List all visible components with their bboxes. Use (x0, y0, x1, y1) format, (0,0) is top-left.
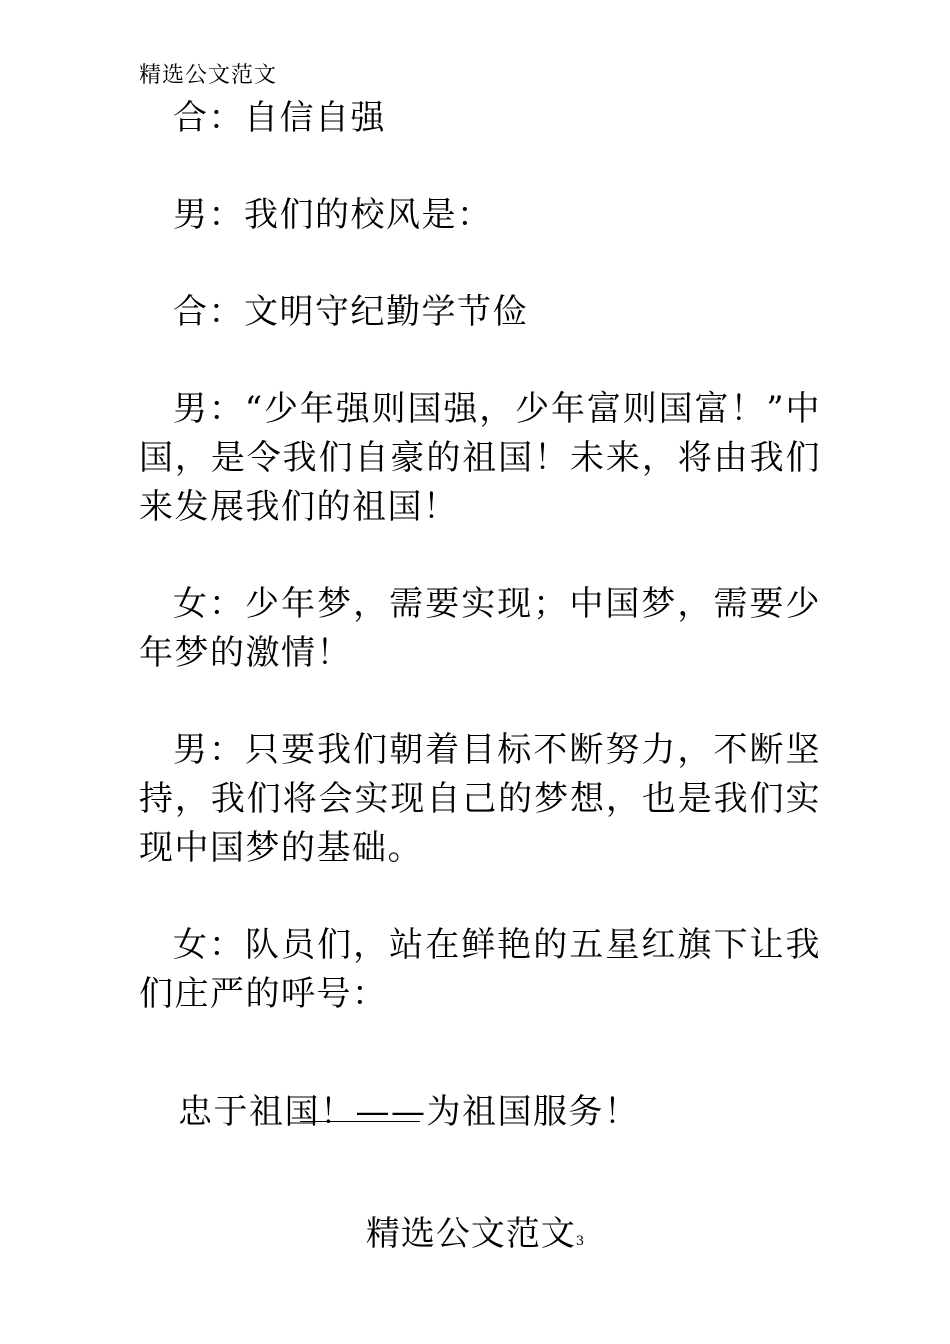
paragraph-1: 合：自信自强 (173, 98, 386, 138)
paragraph-6: 男：只要我们朝着目标不断努力，不断坚持，我们将会实现自己的梦想，也是我们实现中国梦的基础。 (139, 730, 821, 868)
strike-line (300, 1121, 420, 1122)
page-number: 3 (575, 1234, 585, 1249)
paragraph-2: 男：我们的校风是： (173, 195, 493, 235)
footer-text: 精选公文范文 (365, 1214, 576, 1254)
slogan-line: 忠于祖国！——为祖国服务！ (178, 1092, 640, 1132)
paragraph-7: 女：队员们，站在鲜艳的五星红旗下让我们庄严的呼号： (139, 925, 821, 1014)
page-header: 精选公文范文 (139, 63, 278, 88)
document-body (139, 94, 821, 1067)
paragraph-5: 女：少年梦，需要实现；中国梦，需要少年梦的激情！ (139, 584, 821, 673)
paragraph-3: 合：文明守纪勤学节俭 (173, 292, 528, 332)
page-footer (0, 1212, 950, 1264)
paragraph-4: 男：“少年强则国强，少年富则国富！”中国，是令我们自豪的祖国！未来，将由我们来发展我们的祖国！ (139, 389, 821, 527)
